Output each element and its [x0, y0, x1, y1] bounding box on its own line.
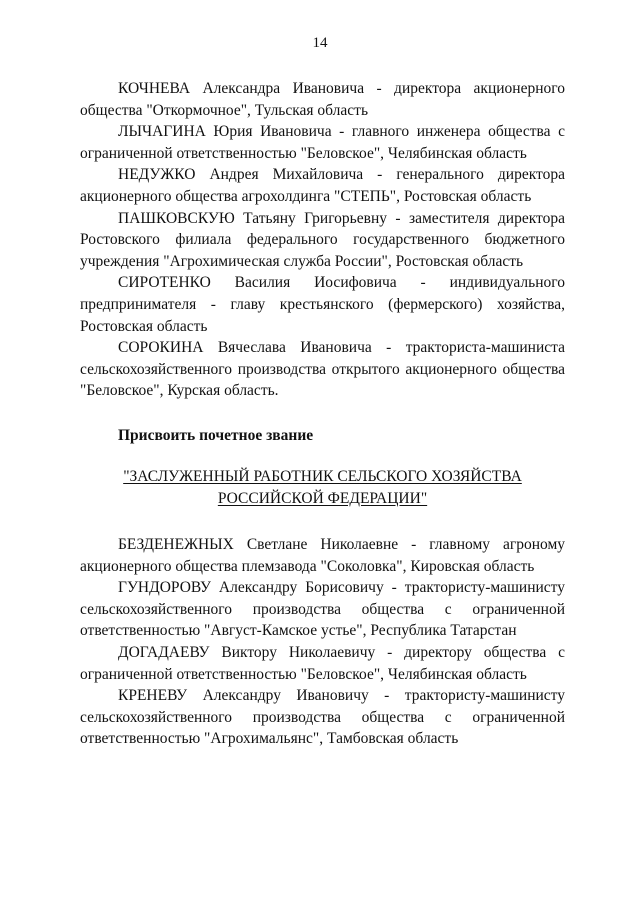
decree-label: Присвоить почетное звание: [118, 427, 314, 444]
awardee-entry: БЕЗДЕНЕЖНЫХ Светлане Николаевне - главному агроному акционерного общества племзавода "Соколовка", Кировская область: [80, 536, 565, 575]
awardee-entry: КОЧНЕВА Александра Ивановича - директора акционерного общества "Откормочное", Тульская область: [80, 80, 565, 119]
awardee-entry: ПАШКОВСКУЮ Татьяну Григорьевну - заместителя директора Ростовского филиала федерального государственного бюджетного учреждения "Агрохимическая служба России", Ростовская область: [80, 209, 565, 270]
page-number: 14: [312, 35, 328, 51]
awardee-list-honorary: [80, 534, 565, 750]
awardee-entry: СИРОТЕНКО Василия Иосифовича - индивидуального предпринимателя - главу крестьянского (фермерского) хозяйства, Ростовская область: [80, 274, 565, 335]
honorary-title-heading: [80, 466, 565, 510]
awardee-entry: ГУНДОРОВУ Александру Борисовичу - трактористу-машинисту сельскохозяйственного производства общества с ограниченной ответственностью "Август-Камское устье", Республика Татарстан: [80, 579, 565, 640]
honorary-title-line-1: "ЗАСЛУЖЕННЫЙ РАБОТНИК СЕЛЬСКОГО ХОЗЯЙСТВА: [123, 468, 522, 485]
awardee-entry: ЛЫЧАГИНА Юрия Ивановича - главного инженера общества с ограниченной ответственностью "Беловское", Челябинская область: [80, 123, 565, 162]
honorary-title-line-2: РОССИЙСКОЙ ФЕДЕРАЦИИ": [217, 490, 428, 507]
awardee-entry: ДОГАДАЕВУ Виктору Николаевичу - директору общества с ограниченной ответственностью "Беловское", Челябинская область: [80, 643, 565, 683]
awardee-list-previous: [80, 78, 565, 402]
awardee-entry: НЕДУЖКО Андрея Михайловича - генерального директора акционерного общества агрохолдинга "СТЕПЬ", Ростовская область: [80, 166, 565, 205]
awardee-entry: КРЕНЕВУ Александру Ивановичу - трактористу-машинисту сельскохозяйственного производства общества с ограниченной ответственностью "Агрохимальянс", Тамбовская область: [80, 687, 565, 748]
awardee-entry: СОРОКИНА Вячеслава Ивановича - тракториста-машиниста сельскохозяйственного производства открытого акционерного общества "Беловское", Курская область.: [80, 339, 565, 400]
